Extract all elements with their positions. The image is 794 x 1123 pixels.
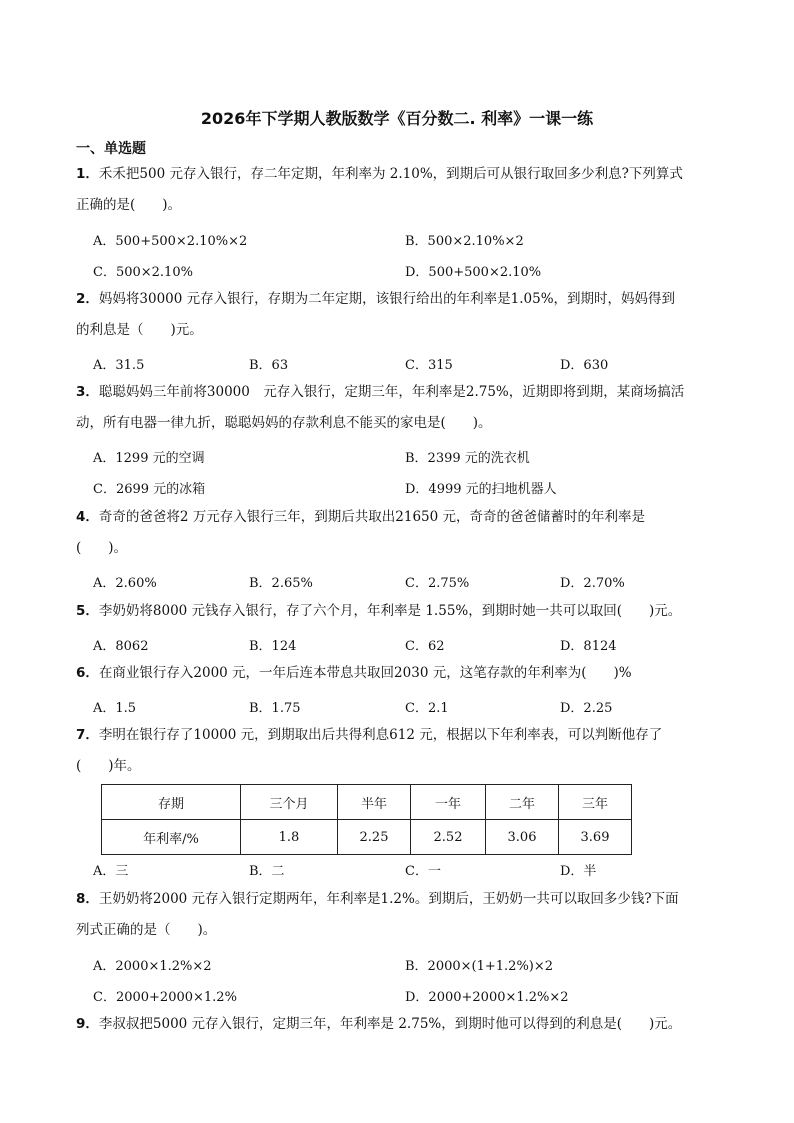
table-cell: 3.69: [559, 820, 632, 855]
option-a: A．8062: [93, 639, 149, 654]
table-cell: 2.52: [411, 820, 486, 855]
option-a: A．三: [93, 864, 129, 879]
option-a: A．1299 元的空调: [93, 451, 205, 466]
question-text: 禾禾把500 元存入银行，存二年定期，年利率为 2.10%，到期后可从银行取回多少利息?下列算式: [98, 166, 683, 182]
question-2: [76, 284, 726, 346]
option-a: A．2.60%: [93, 576, 157, 591]
question-6: [76, 658, 726, 689]
table-header-cell: 存期: [102, 785, 241, 820]
option-c: C．2000+2000×1.2%: [93, 990, 237, 1005]
option-b: B．1.75: [249, 701, 301, 716]
table-cell: 1.8: [241, 820, 338, 855]
option-a: A．500+500×2.10%×2: [93, 234, 248, 249]
interest-rate-table: [101, 784, 632, 855]
option-d: D．2.70%: [560, 576, 625, 591]
option-c: C．62: [405, 639, 445, 654]
table-header-cell: 半年: [338, 785, 411, 820]
question-text: 动，所有电器一律九折，聪聪妈妈的存款利息不能买的家电是( )。: [76, 415, 492, 431]
option-d: D．8124: [560, 639, 617, 654]
question-9: [76, 1009, 726, 1040]
question-text: 李明在银行存了10000 元，到期取出后共得利息612 元，根据以下年利率表，可以判断他存了: [98, 727, 663, 743]
table-cell: 3.06: [486, 820, 559, 855]
option-d: D．2000+2000×1.2%×2: [405, 990, 569, 1005]
question-3: [76, 377, 726, 439]
question-number: 1．: [76, 166, 99, 182]
option-d: D．630: [560, 358, 609, 373]
question-text: 妈妈将30000 元存入银行，存期为二年定期，该银行给出的年利率是1.05%，到期时，妈妈得到: [98, 291, 676, 307]
table-header-cell: 三年: [559, 785, 632, 820]
table-header-cell: 二年: [486, 785, 559, 820]
option-d: D．半: [560, 864, 597, 879]
question-text: ( )年。: [76, 758, 141, 774]
question-number: 3．: [76, 384, 99, 400]
option-d: D．500+500×2.10%: [405, 265, 542, 280]
section-heading: 一、单选题: [76, 141, 146, 157]
option-c: C．315: [405, 358, 453, 373]
table-header-cell: 三个月: [241, 785, 338, 820]
option-b: B．124: [249, 639, 297, 654]
question-4: [76, 502, 726, 564]
question-text: 聪聪妈妈三年前将30000 元存入银行，定期三年，年利率是2.75%，近期即将到期，某商场搞活: [98, 384, 685, 400]
table-row: [102, 820, 632, 855]
question-text: 奇奇的爸爸将2 万元存入银行三年，到期后共取出21650 元，奇奇的爸爸储蓄时的年利率是: [98, 509, 646, 525]
question-1: [76, 159, 726, 221]
question-number: 9．: [76, 1016, 99, 1032]
option-c: C．2.1: [405, 701, 449, 716]
question-text: 李奶奶将8000 元钱存入银行，存了六个月，年利率是 1.55%，到期时她一共可以取回( )元。: [98, 603, 682, 619]
question-text: 的利息是（ )元。: [76, 322, 203, 338]
option-d: D．4999 元的扫地机器人: [405, 482, 557, 497]
question-7: [76, 720, 726, 782]
question-number: 5．: [76, 603, 99, 619]
question-text: 王奶奶将2000 元存入银行定期两年，年利率是1.2%。到期后，王奶奶一共可以取回多少钱?下面: [98, 891, 679, 907]
question-text: 李叔叔把5000 元存入银行，定期三年，年利率是 2.75%，到期时他可以得到的利息是( )元。: [98, 1016, 682, 1032]
question-number: 8．: [76, 891, 99, 907]
option-c: C．500×2.10%: [93, 265, 193, 280]
option-a: A．31.5: [93, 358, 145, 373]
question-text: ( )。: [76, 540, 128, 556]
option-d: D．2.25: [560, 701, 613, 716]
table-cell: 年利率/%: [102, 820, 241, 855]
table-cell: 2.25: [338, 820, 411, 855]
question-text: 在商业银行存入2000 元，一年后连本带息共取回2030 元，这笔存款的年利率为( )%: [98, 665, 632, 681]
question-number: 7．: [76, 727, 99, 743]
option-b: B．2.65%: [249, 576, 313, 591]
question-text: 正确的是( )。: [76, 197, 182, 213]
option-b: B．二: [249, 864, 285, 879]
option-b: B．2000×(1+1.2%)×2: [405, 959, 554, 974]
table-header-cell: 一年: [411, 785, 486, 820]
option-b: B．500×2.10%×2: [405, 234, 524, 249]
option-a: A．1.5: [93, 701, 137, 716]
question-8: [76, 884, 726, 946]
question-number: 2．: [76, 291, 99, 307]
option-a: A．2000×1.2%×2: [93, 959, 212, 974]
question-5: [76, 596, 726, 627]
option-b: B．2399 元的洗衣机: [405, 451, 530, 466]
table-header-row: [102, 785, 632, 820]
option-c: C．一: [405, 864, 441, 879]
page-title: 2026年下学期人教版数学《百分数二. 利率》一课一练: [200, 109, 594, 128]
question-number: 4．: [76, 509, 99, 525]
question-number: 6．: [76, 665, 99, 681]
option-c: C．2699 元的冰箱: [93, 482, 206, 497]
option-c: C．2.75%: [405, 576, 470, 591]
question-text: 列式正确的是（ )。: [76, 922, 217, 938]
option-b: B．63: [249, 358, 289, 373]
